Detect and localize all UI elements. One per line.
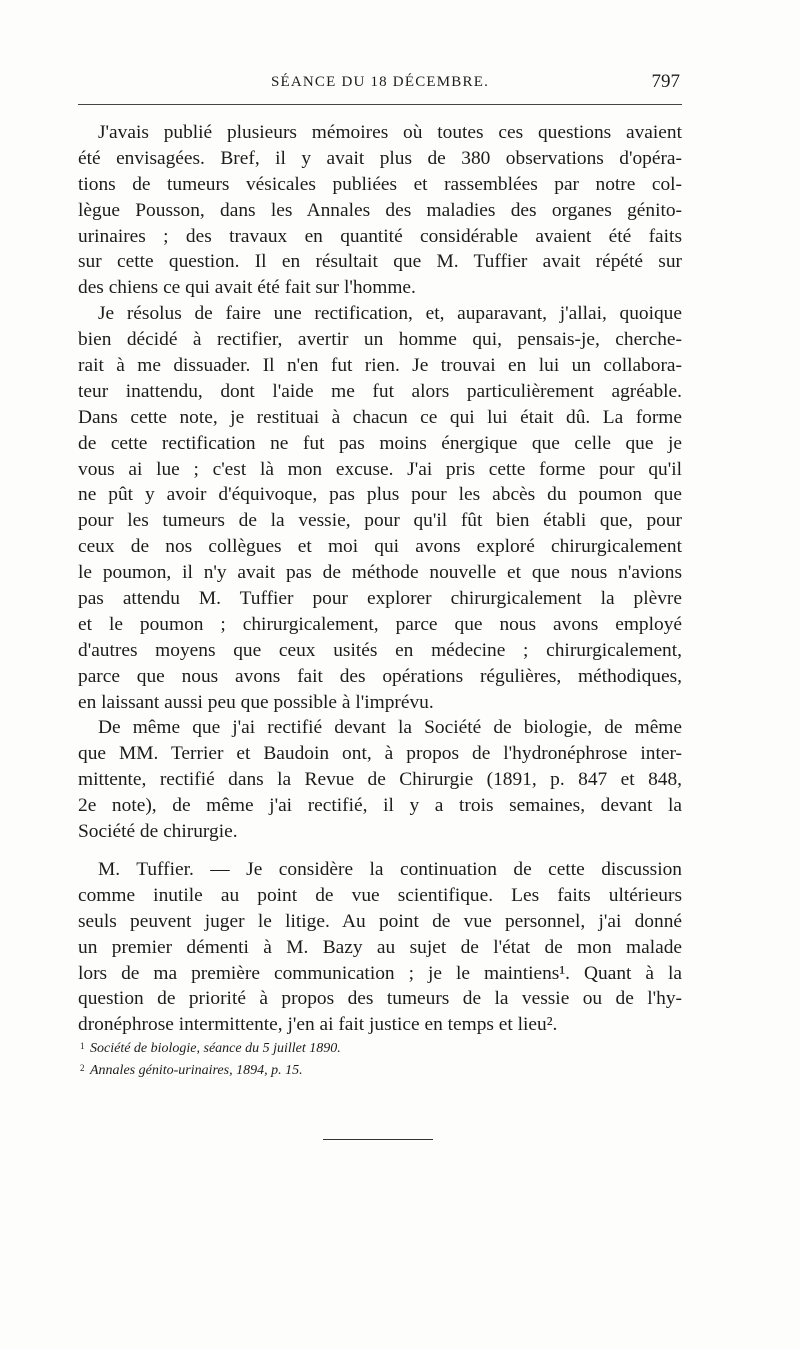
footnote-text: Annales génito-urinaires, 1894, p. 15. (90, 1063, 303, 1078)
text-line: lègue Pousson, dans les Annales des maladies des organes génito- (78, 199, 682, 221)
text-line: sur cette question. Il en résultait que M. Tuffier avait répété sur (78, 251, 682, 273)
text-line: ne pût y avoir d'équivoque, pas plus pour les abcès du poumon que (78, 484, 682, 506)
text-line: urinaires ; des travaux en quantité considérable avaient été faits (78, 225, 682, 247)
text-line: vous ai lue ; c'est là mon excuse. J'ai pris cette forme pour qu'il (78, 458, 682, 480)
text-line: tions de tumeurs vésicales publiées et rassemblées par notre col- (78, 173, 682, 195)
text-line: Je résolus de faire une rectification, et, auparavant, j'allai, quoique (98, 303, 682, 325)
text-line: Société de chirurgie. (78, 821, 238, 843)
page-header (78, 71, 682, 98)
text-line: teur inattendu, dont l'aide me fut alors particulièrement agréable. (78, 380, 682, 402)
paragraph (78, 120, 682, 301)
text-line: lors de ma première communication ; je le maintiens¹. Quant à la (78, 962, 682, 984)
text-line: ceux de nos collègues et moi qui avons exploré chirurgicalement (78, 536, 682, 558)
text-line: le poumon, il n'y avait pas de méthode nouvelle et que nous n'avions (78, 562, 682, 584)
text-line: rait à me dissuader. Il n'en fut rien. Je trouvai en lui un collabora- (78, 355, 682, 377)
text-line: M. Tuffier. — Je considère la continuation de cette discussion (98, 858, 682, 880)
text-line: des chiens ce qui avait été fait sur l'homme. (78, 277, 416, 299)
footnote-mark: 2 (80, 1063, 85, 1073)
header-rule (78, 104, 682, 105)
text-line: mittente, rectifié dans la Revue de Chirurgie (1891, p. 847 et 848, (78, 769, 682, 791)
footnotes (78, 1038, 682, 1082)
paragraph (78, 857, 682, 1038)
text-line: Dans cette note, je restituai à chacun ce qui lui était dû. La forme (78, 406, 682, 428)
text-line: De même que j'ai rectifié devant la Société de biologie, de même (98, 717, 682, 739)
text-line: en laissant aussi peu que possible à l'imprévu. (78, 691, 434, 713)
text-line: bien décidé à rectifier, avertir un homme qui, pensais-je, cherche- (78, 329, 682, 351)
text-line: de cette rectification ne fut pas moins énergique que celle que je (78, 432, 682, 454)
footnote (78, 1060, 682, 1082)
text-line: d'autres moyens que ceux usités en médecine ; chirurgicalement, (78, 639, 682, 661)
footnote (78, 1038, 682, 1060)
text-line: que MM. Terrier et Baudoin ont, à propos de l'hydronéphrose inter- (78, 743, 682, 765)
text-line: été envisagées. Bref, il y avait plus de 380 observations d'opéra- (78, 147, 682, 169)
end-rule (323, 1139, 433, 1140)
text-line: et le poumon ; chirurgicalement, parce que nous avons employé (78, 613, 682, 635)
body-text (78, 120, 682, 1038)
text-line: question de priorité à propos des tumeurs de la vessie ou de l'hy- (78, 988, 682, 1010)
page-number: 797 (651, 71, 680, 92)
paragraph (78, 715, 682, 844)
text-line: J'avais publié plusieurs mémoires où toutes ces questions avaient (98, 122, 682, 143)
text-line: dronéphrose intermittente, j'en ai fait justice en temps et lieu². (78, 1014, 558, 1036)
footnote-text: Société de biologie, séance du 5 juillet 1890. (90, 1041, 341, 1056)
text-line: seuls peuvent juger le litige. Au point de vue personnel, j'ai donné (78, 910, 682, 932)
paragraph (78, 301, 682, 715)
text-line: un premier démenti à M. Bazy au sujet de l'état de mon malade (78, 936, 682, 958)
text-line: 2e note), de même j'ai rectifié, il y a trois semaines, devant la (78, 795, 682, 817)
text-line: parce que nous avons fait des opérations régulières, méthodiques, (78, 665, 682, 687)
section-gap (78, 845, 682, 857)
footnote-mark: 1 (80, 1041, 85, 1051)
text-line: comme inutile au point de vue scientifique. Les faits ultérieurs (78, 884, 682, 906)
running-head: SÉANCE DU 18 DÉCEMBRE. (270, 74, 490, 90)
text-line: pas attendu M. Tuffier pour explorer chirurgicalement la plèvre (78, 588, 682, 610)
text-line: pour les tumeurs de la vessie, pour qu'il fût bien établi que, pour (78, 510, 682, 532)
